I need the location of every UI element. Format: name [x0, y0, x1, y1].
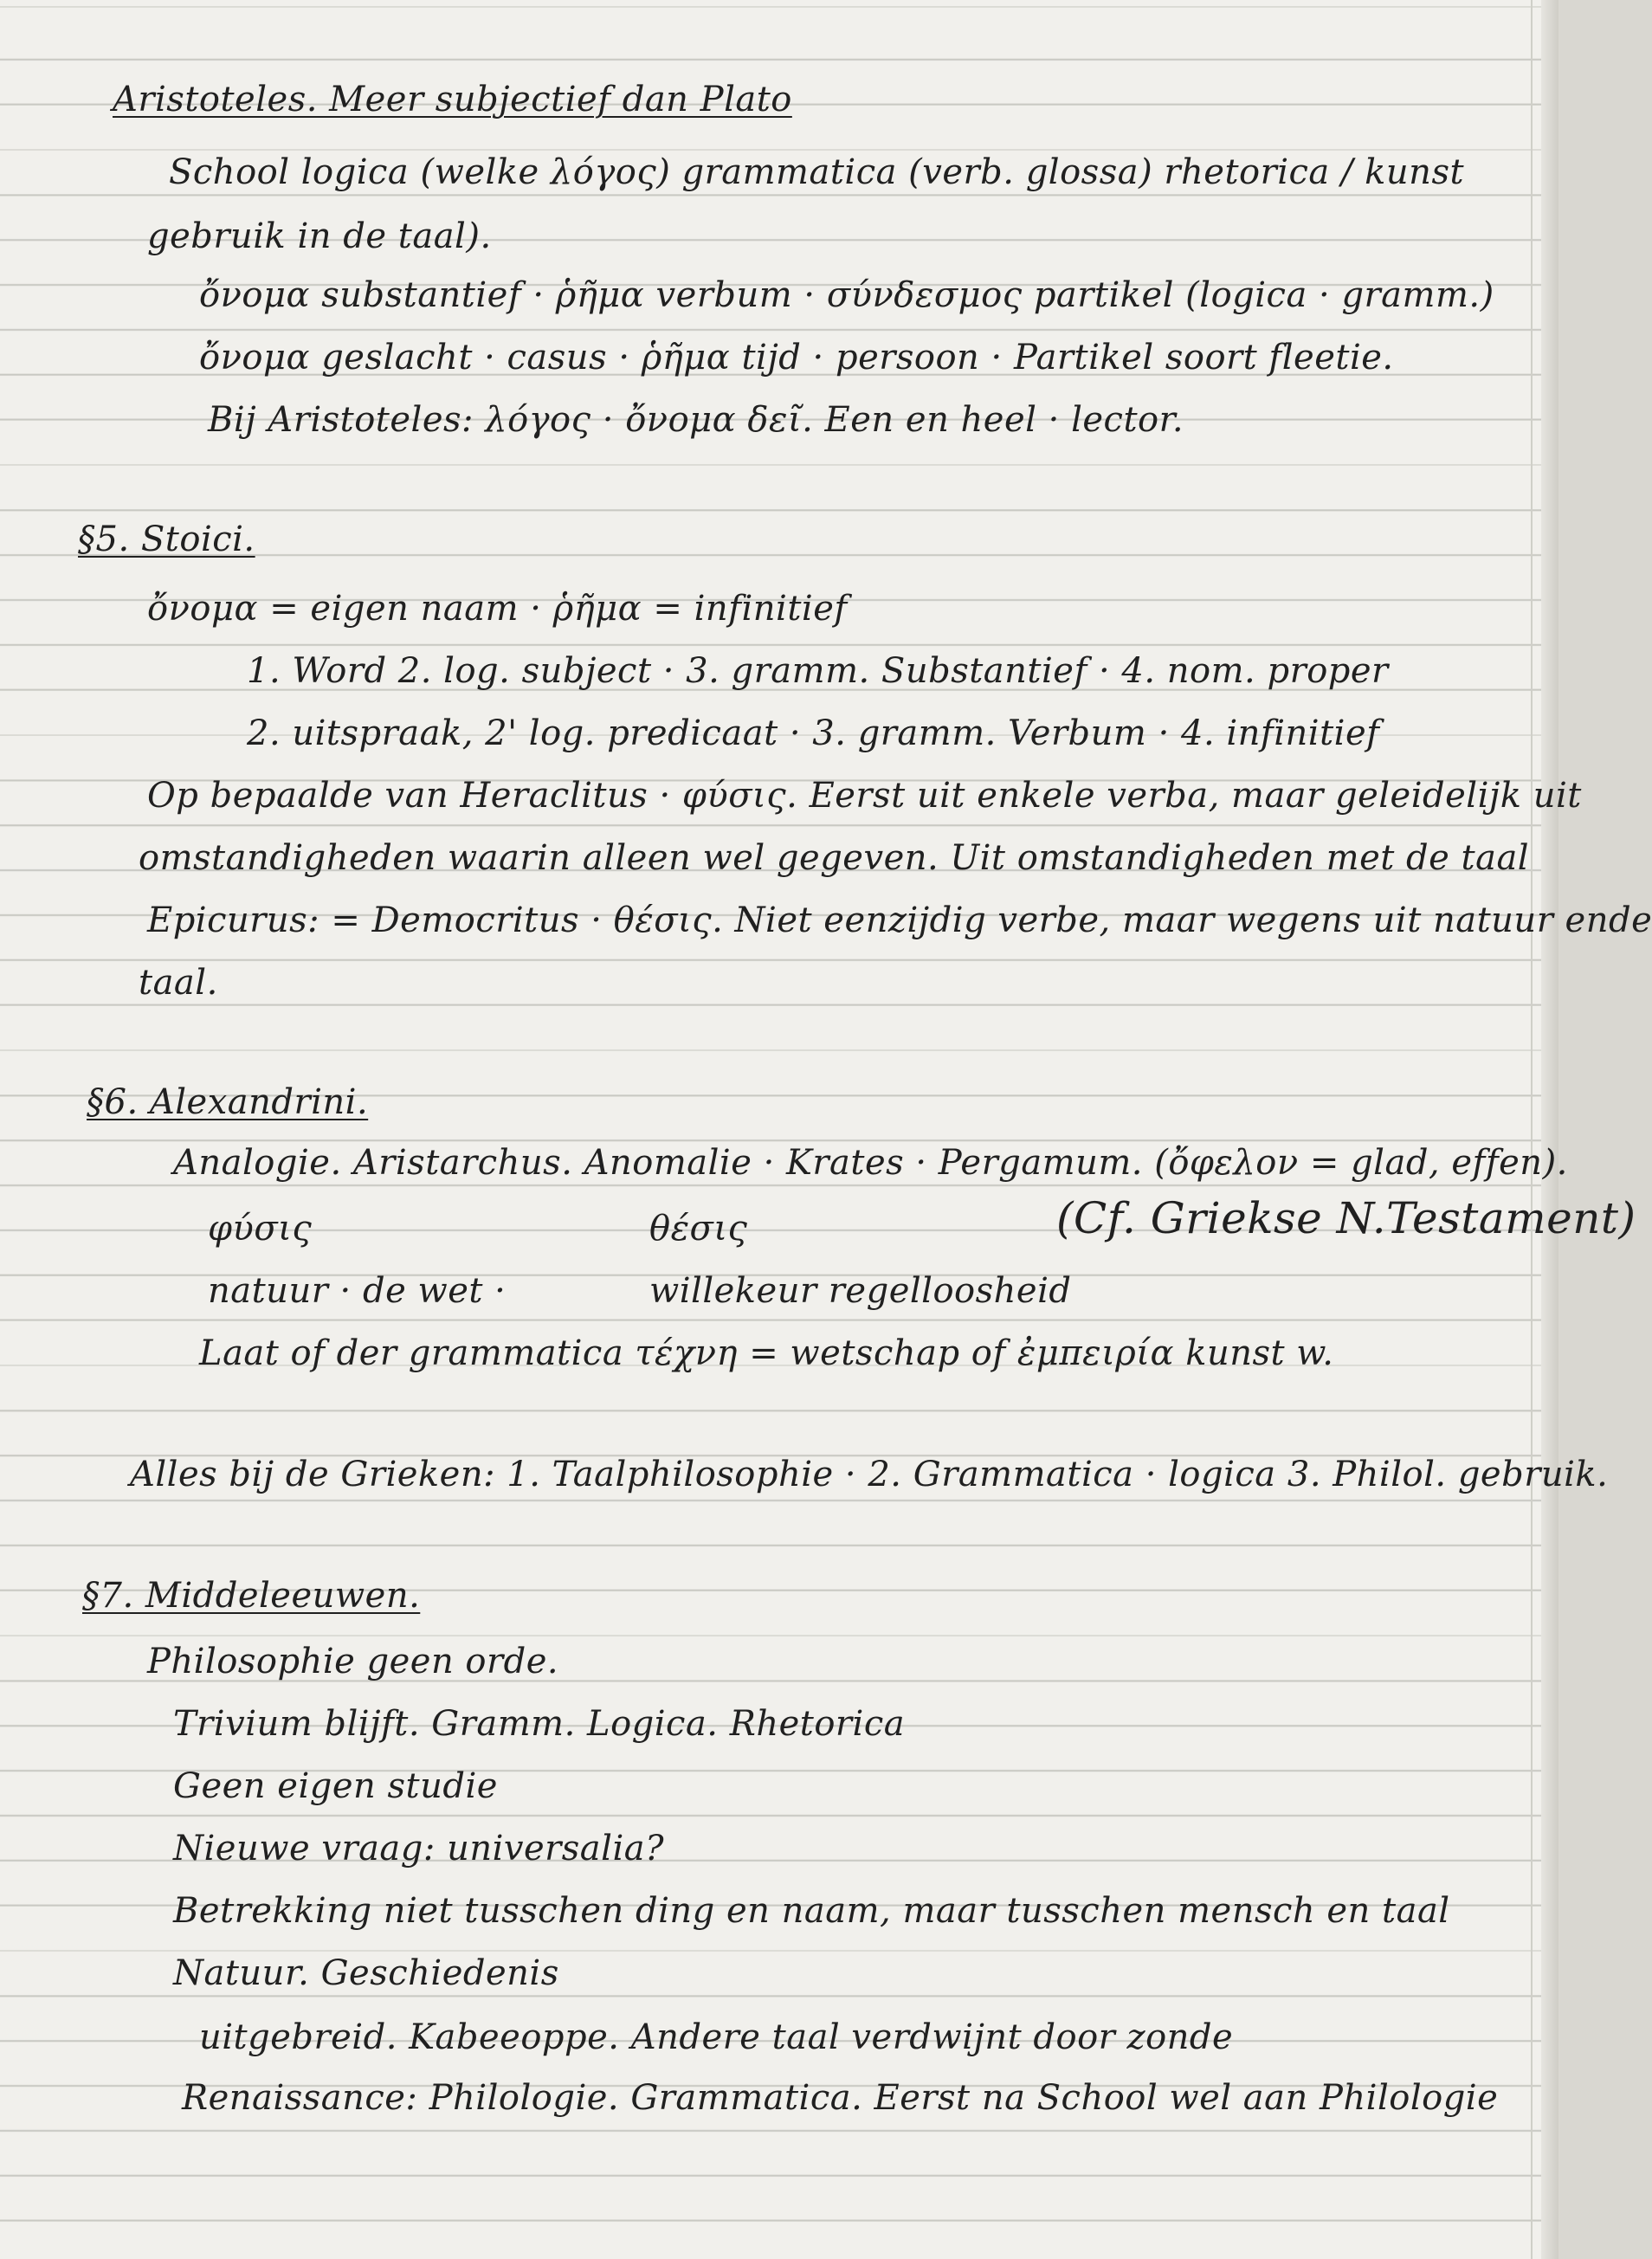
note-line: ὄνομα geslacht · casus · ῥῆμα tijd · persoon · Partikel soort fleetie.	[199, 338, 1394, 378]
note-line: Natuur. Geschiedenis	[173, 1953, 559, 1993]
note-line: Betrekking niet tusschen ding en naam, maar tusschen mensch en taal	[173, 1891, 1450, 1931]
stoici-heading: §5. Stoici.	[78, 520, 255, 559]
note-line: Geen eigen studie	[173, 1766, 498, 1806]
note-line: Trivium blijft. Gramm. Logica. Rhetorica	[173, 1704, 906, 1744]
note-line: φύσις	[208, 1209, 313, 1249]
page-edge	[1541, 0, 1558, 2259]
note-line: Nieuwe vraag: universalia?	[173, 1829, 665, 1869]
note-line: omstandigheden waarin alleen wel gegeven. Uit omstandigheden met de taal	[139, 838, 1530, 878]
note-line: Epicurus: = Democritus · θέσις. Niet eenzijdig verbe, maar wegens uit natuur ende	[147, 900, 1652, 940]
note-line: natuur · de wet ·	[208, 1271, 507, 1311]
alexandrini-heading: §6. Alexandrini.	[87, 1082, 369, 1122]
note-line: taal.	[139, 963, 218, 1003]
note-line: 1. Word 2. log. subject · 3. gramm. Substantief · 4. nom. proper	[247, 651, 1389, 691]
note-line: Alles bij de Grieken: 1. Taalphilosophie · 2. Grammatica · logica 3. Philol. gebruik.	[130, 1455, 1609, 1494]
note-line: Bij Aristoteles: λόγος · ὄνομα δεῖ. Een en heel · lector.	[208, 400, 1184, 440]
note-line: uitgebreid. Kabeeoppe. Andere taal verdwijnt door zonde	[199, 2017, 1234, 2057]
note-line: Renaissance: Philologie. Grammatica. Eerst na School wel aan Philologie	[182, 2078, 1499, 2118]
note-line: School logica (welke λόγος) grammatica (verb. glossa) rhetorica / kunst	[169, 152, 1465, 192]
aristoteles-heading: Aristoteles. Meer subjectief dan Plato	[113, 80, 792, 119]
note-line: 2. uitspraak, 2' log. predicaat · 3. gramm. Verbum · 4. infinitief	[247, 713, 1380, 753]
note-line: willekeur regelloosheid	[649, 1271, 1072, 1311]
note-line: ὄνομα substantief · ῥῆμα verbum · σύνδεσμος partikel (logica · gramm.)	[199, 275, 1494, 315]
page-margin-line	[1531, 0, 1533, 2259]
middeleeuwen-heading: §7. Middeleeuwen.	[82, 1576, 421, 1616]
note-line: Op bepaalde van Heraclitus · φύσις. Eerst uit enkele verba, maar geleidelijk uit	[147, 776, 1582, 816]
margin-annotation: (Cf. Griekse N.Testament)	[1056, 1193, 1636, 1243]
note-line: θέσις	[649, 1209, 748, 1249]
note-line: Analogie. Aristarchus. Anomalie · Krates · Pergamum. (ὄφελον = glad, effen).	[173, 1143, 1568, 1183]
note-line: Philosophie geen orde.	[147, 1642, 559, 1681]
note-line: gebruik in de taal).	[147, 216, 492, 256]
note-line: ὄνομα = eigen naam · ῥῆμα = infinitief	[147, 589, 848, 629]
note-line: Laat of der grammatica τέχνη = wetschap of ἐμπειρία kunst w.	[199, 1333, 1334, 1373]
